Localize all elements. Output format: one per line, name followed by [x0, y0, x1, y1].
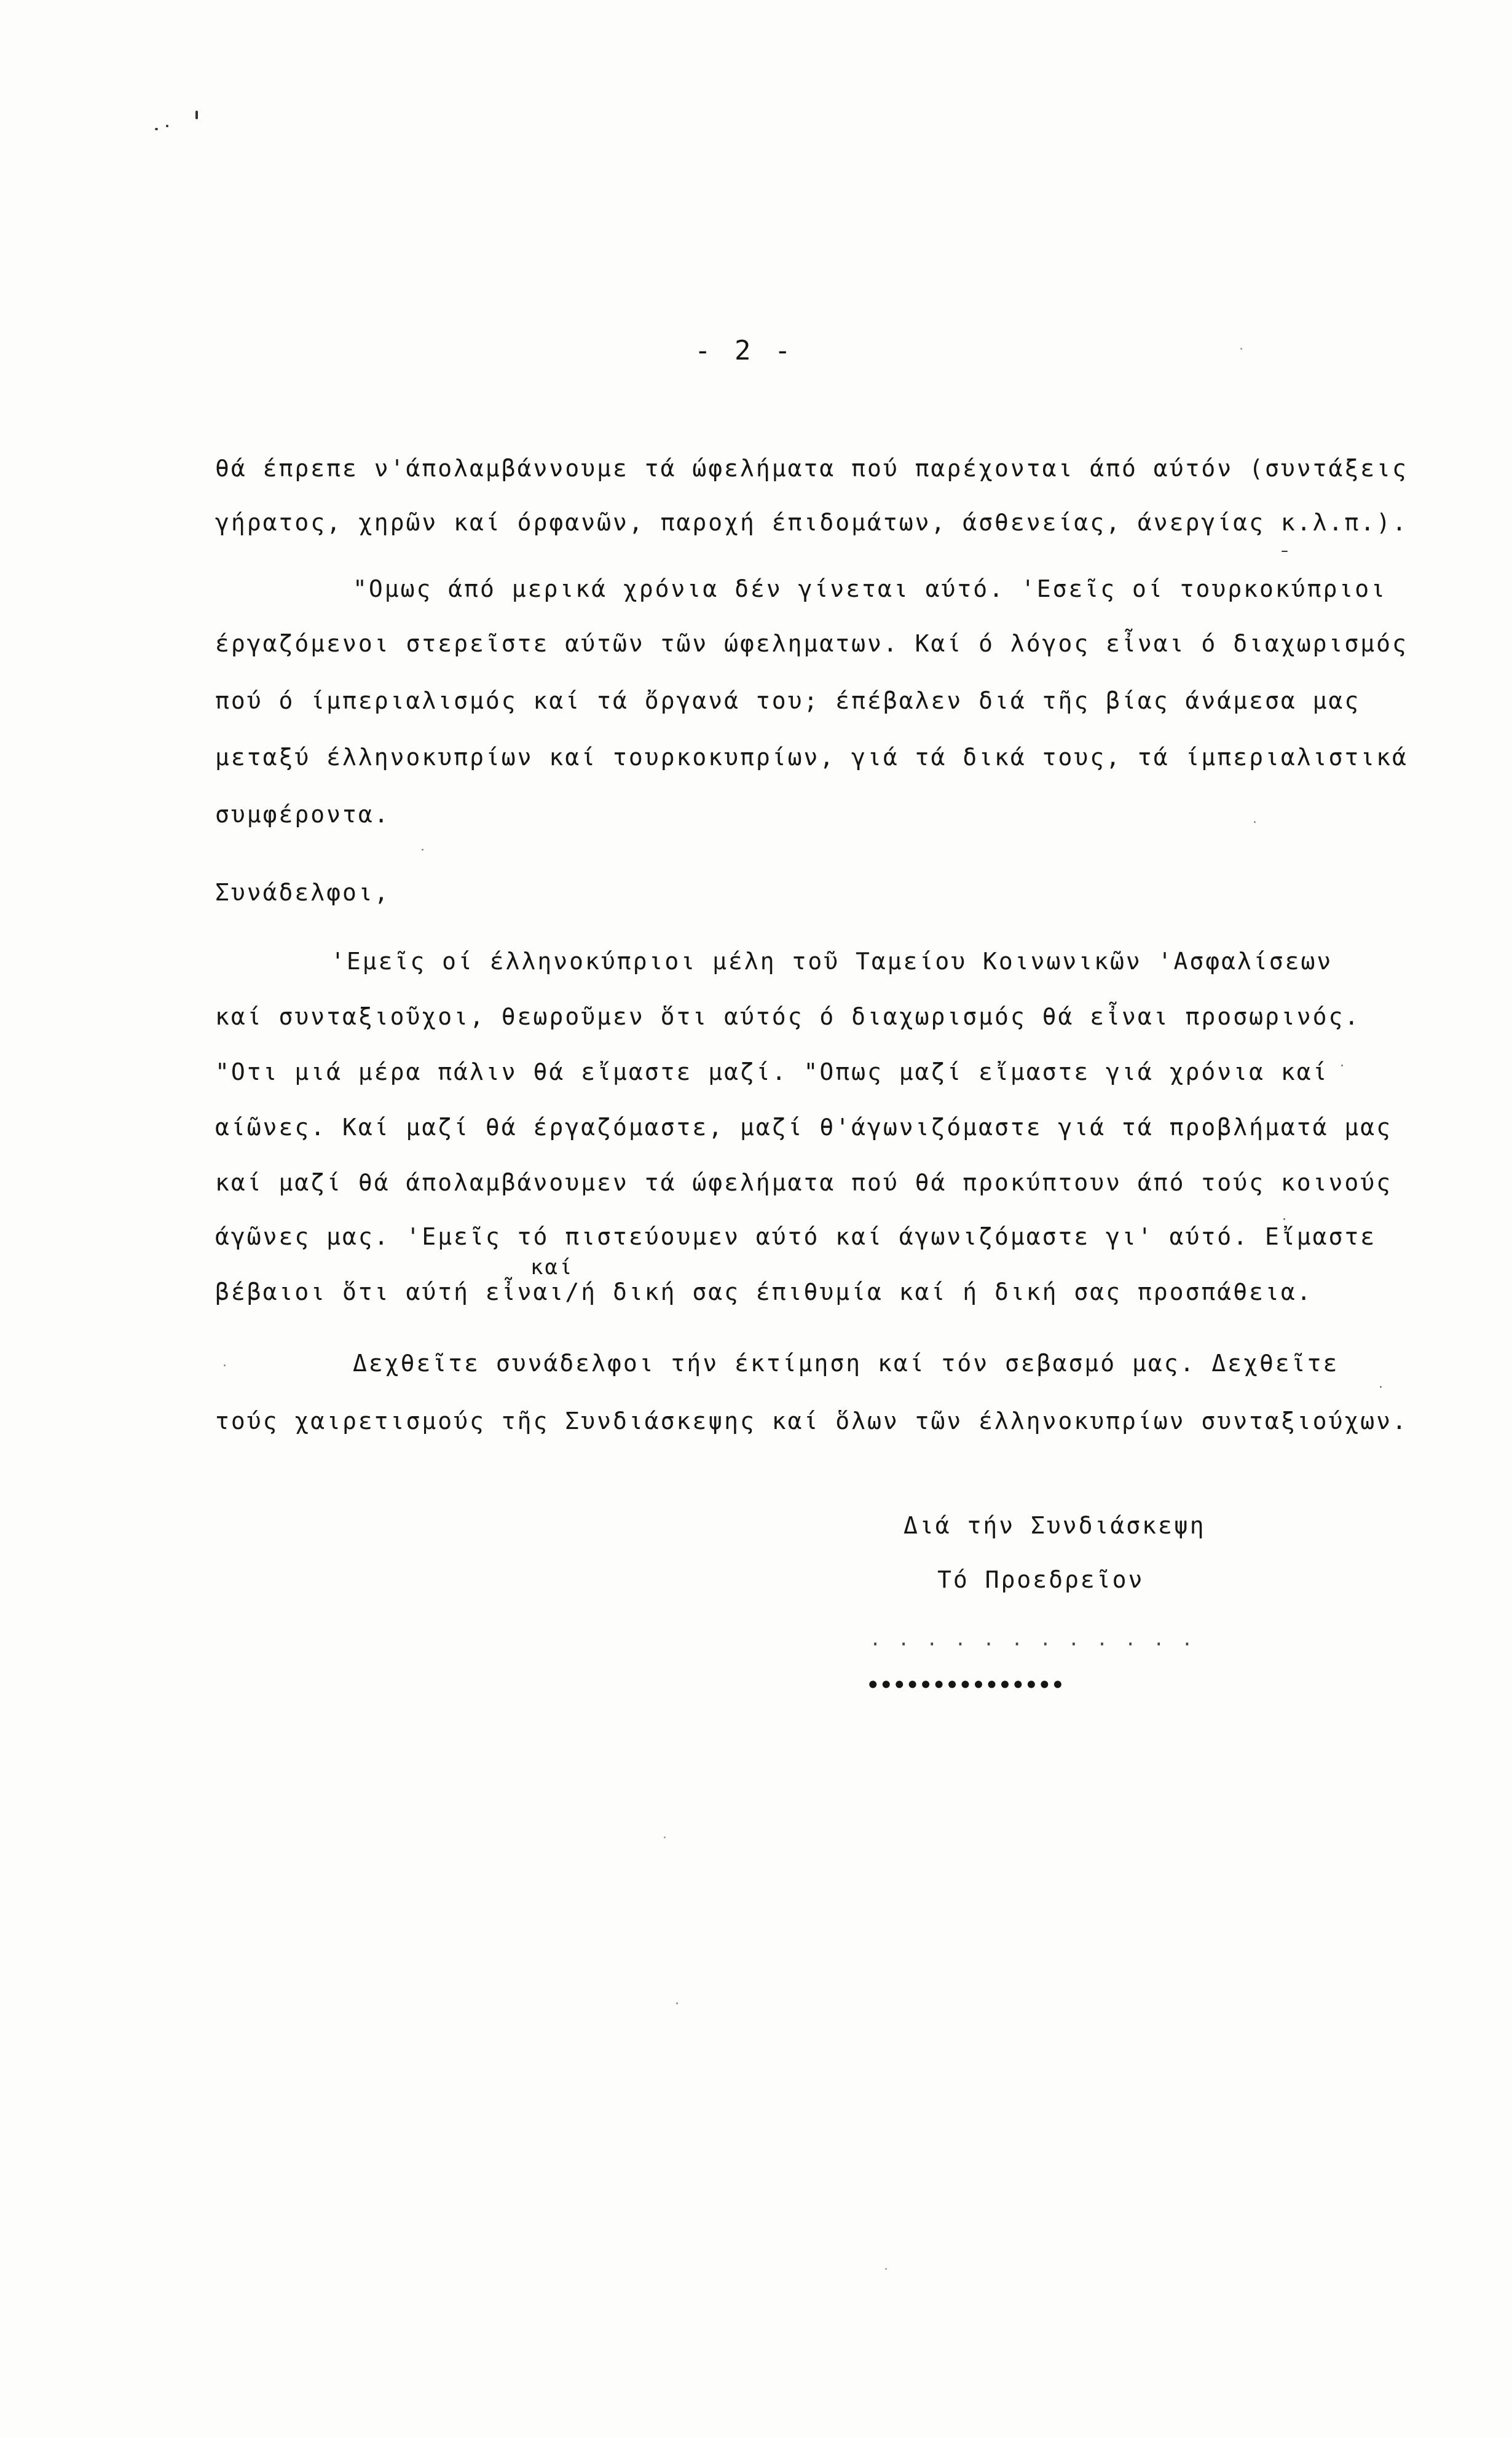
scan-speck	[1254, 821, 1256, 823]
scan-speck	[1341, 1065, 1343, 1066]
scan-speck	[885, 2268, 887, 2270]
scan-speck	[1240, 348, 1242, 350]
paragraph1-line: συμφέροντα.	[215, 801, 390, 828]
scan-speck	[676, 2002, 678, 2004]
signature-bullets: •••••••••••••••	[867, 1673, 1065, 1698]
paragraph3-line: τούς χαιρετισμούς τῆς Συνδιάσκεψης καί ὅλων τῶν έλληνοκυπρίων συνταξιούχων.	[215, 1407, 1408, 1435]
paragraph2-line: βέβαιοι ὅτι αύτή εἶναι/ή δική σας έπιθυμία καί ή δική σας προσπάθεια.	[215, 1278, 1313, 1305]
scan-speck	[1282, 551, 1288, 552]
paragraph1-line: πού ό ίμπεριαλισμός καί τά ὄργανά του; έπέβαλεν διά τῆς βίας άνάμεσα μας	[215, 687, 1361, 714]
paragraph2-line: άγῶνες μας. 'Εμεῖς τό πιστεύουμεν αύτό καί άγωνιζόμαστε γι' αύτό. Εἴμαστε	[215, 1223, 1377, 1250]
paragraph1-line: "Ομως άπό μερικά χρόνια δέν γίνεται αύτό. 'Εσεῖς οί τουρκοκύπριοι	[353, 575, 1387, 602]
paragraph2-line: αίῶνες. Καί μαζί θά έργαζόμαστε, μαζί θ'άγωνιζόμαστε γιά τά προβλήματά μας	[215, 1114, 1392, 1141]
scan-speck	[155, 128, 158, 130]
scan-speck	[422, 849, 423, 851]
scan-speck	[166, 125, 168, 127]
paragraph3-line: Δεχθεῖτε συνάδελφοι τήν έκτίμηση καί τόν σεβασμό μας. Δεχθεῖτε	[353, 1350, 1339, 1377]
paragraph1-line: μεταξύ έλληνοκυπρίων καί τουρκοκυπρίων, γιά τά δικά τους, τά ίμπεριαλιστικά	[215, 744, 1408, 771]
paragraph1-line: γήρατος, χηρῶν καί όρφανῶν, παροχή έπιδομάτων, άσθενείας, άνεργίας κ.λ.π.).	[215, 509, 1408, 536]
paragraph2-line: 'Εμεῖς οί έλληνοκύπριοι μέλη τοῦ Ταμείου Κοινωνικῶν 'Ασφαλίσεων	[331, 948, 1333, 975]
salutation: Συνάδελφοι,	[215, 879, 390, 906]
signature-line-2: Τό Προεδρεῖον	[937, 1566, 1144, 1593]
paragraph1-line: θά έπρεπε ν'άπολαμβάννουμε τά ώφελήματα πού παρέχονται άπό αύτόν (συντάξεις	[215, 455, 1408, 482]
paragraph1-line: έργαζόμενοι στερεῖστε αύτῶν τῶν ώφεληματων. Καί ό λόγος εἶναι ό διαχωρισμός	[215, 630, 1408, 657]
signature-dots: . . . . . . . . . . . .	[870, 1629, 1196, 1650]
page-number: - 2 -	[695, 335, 795, 366]
paragraph2-line: καί μαζί θά άπολαμβάνουμεν τά ώφελήματα πού θά προκύπτουν άπό τούς κοινούς	[215, 1169, 1392, 1196]
scan-speck	[224, 1364, 226, 1366]
handwritten-insertion: καί	[530, 1255, 574, 1280]
scan-speck	[195, 111, 198, 119]
signature-line-1: Διά τήν Συνδιάσκεψη	[904, 1512, 1206, 1539]
scan-speck	[664, 1837, 666, 1838]
scan-speck	[1283, 1218, 1285, 1220]
scan-speck	[1380, 1386, 1382, 1388]
paragraph2-line: "Οτι μιά μέρα πάλιν θά εἴμαστε μαζί. "Οπως μαζί εἴμαστε γιά χρόνια καί	[215, 1058, 1329, 1085]
paragraph2-line: καί συνταξιοῦχοι, θεωροῦμεν ὅτι αύτός ό διαχωρισμός θά εἶναι προσωρινός.	[215, 1003, 1361, 1030]
